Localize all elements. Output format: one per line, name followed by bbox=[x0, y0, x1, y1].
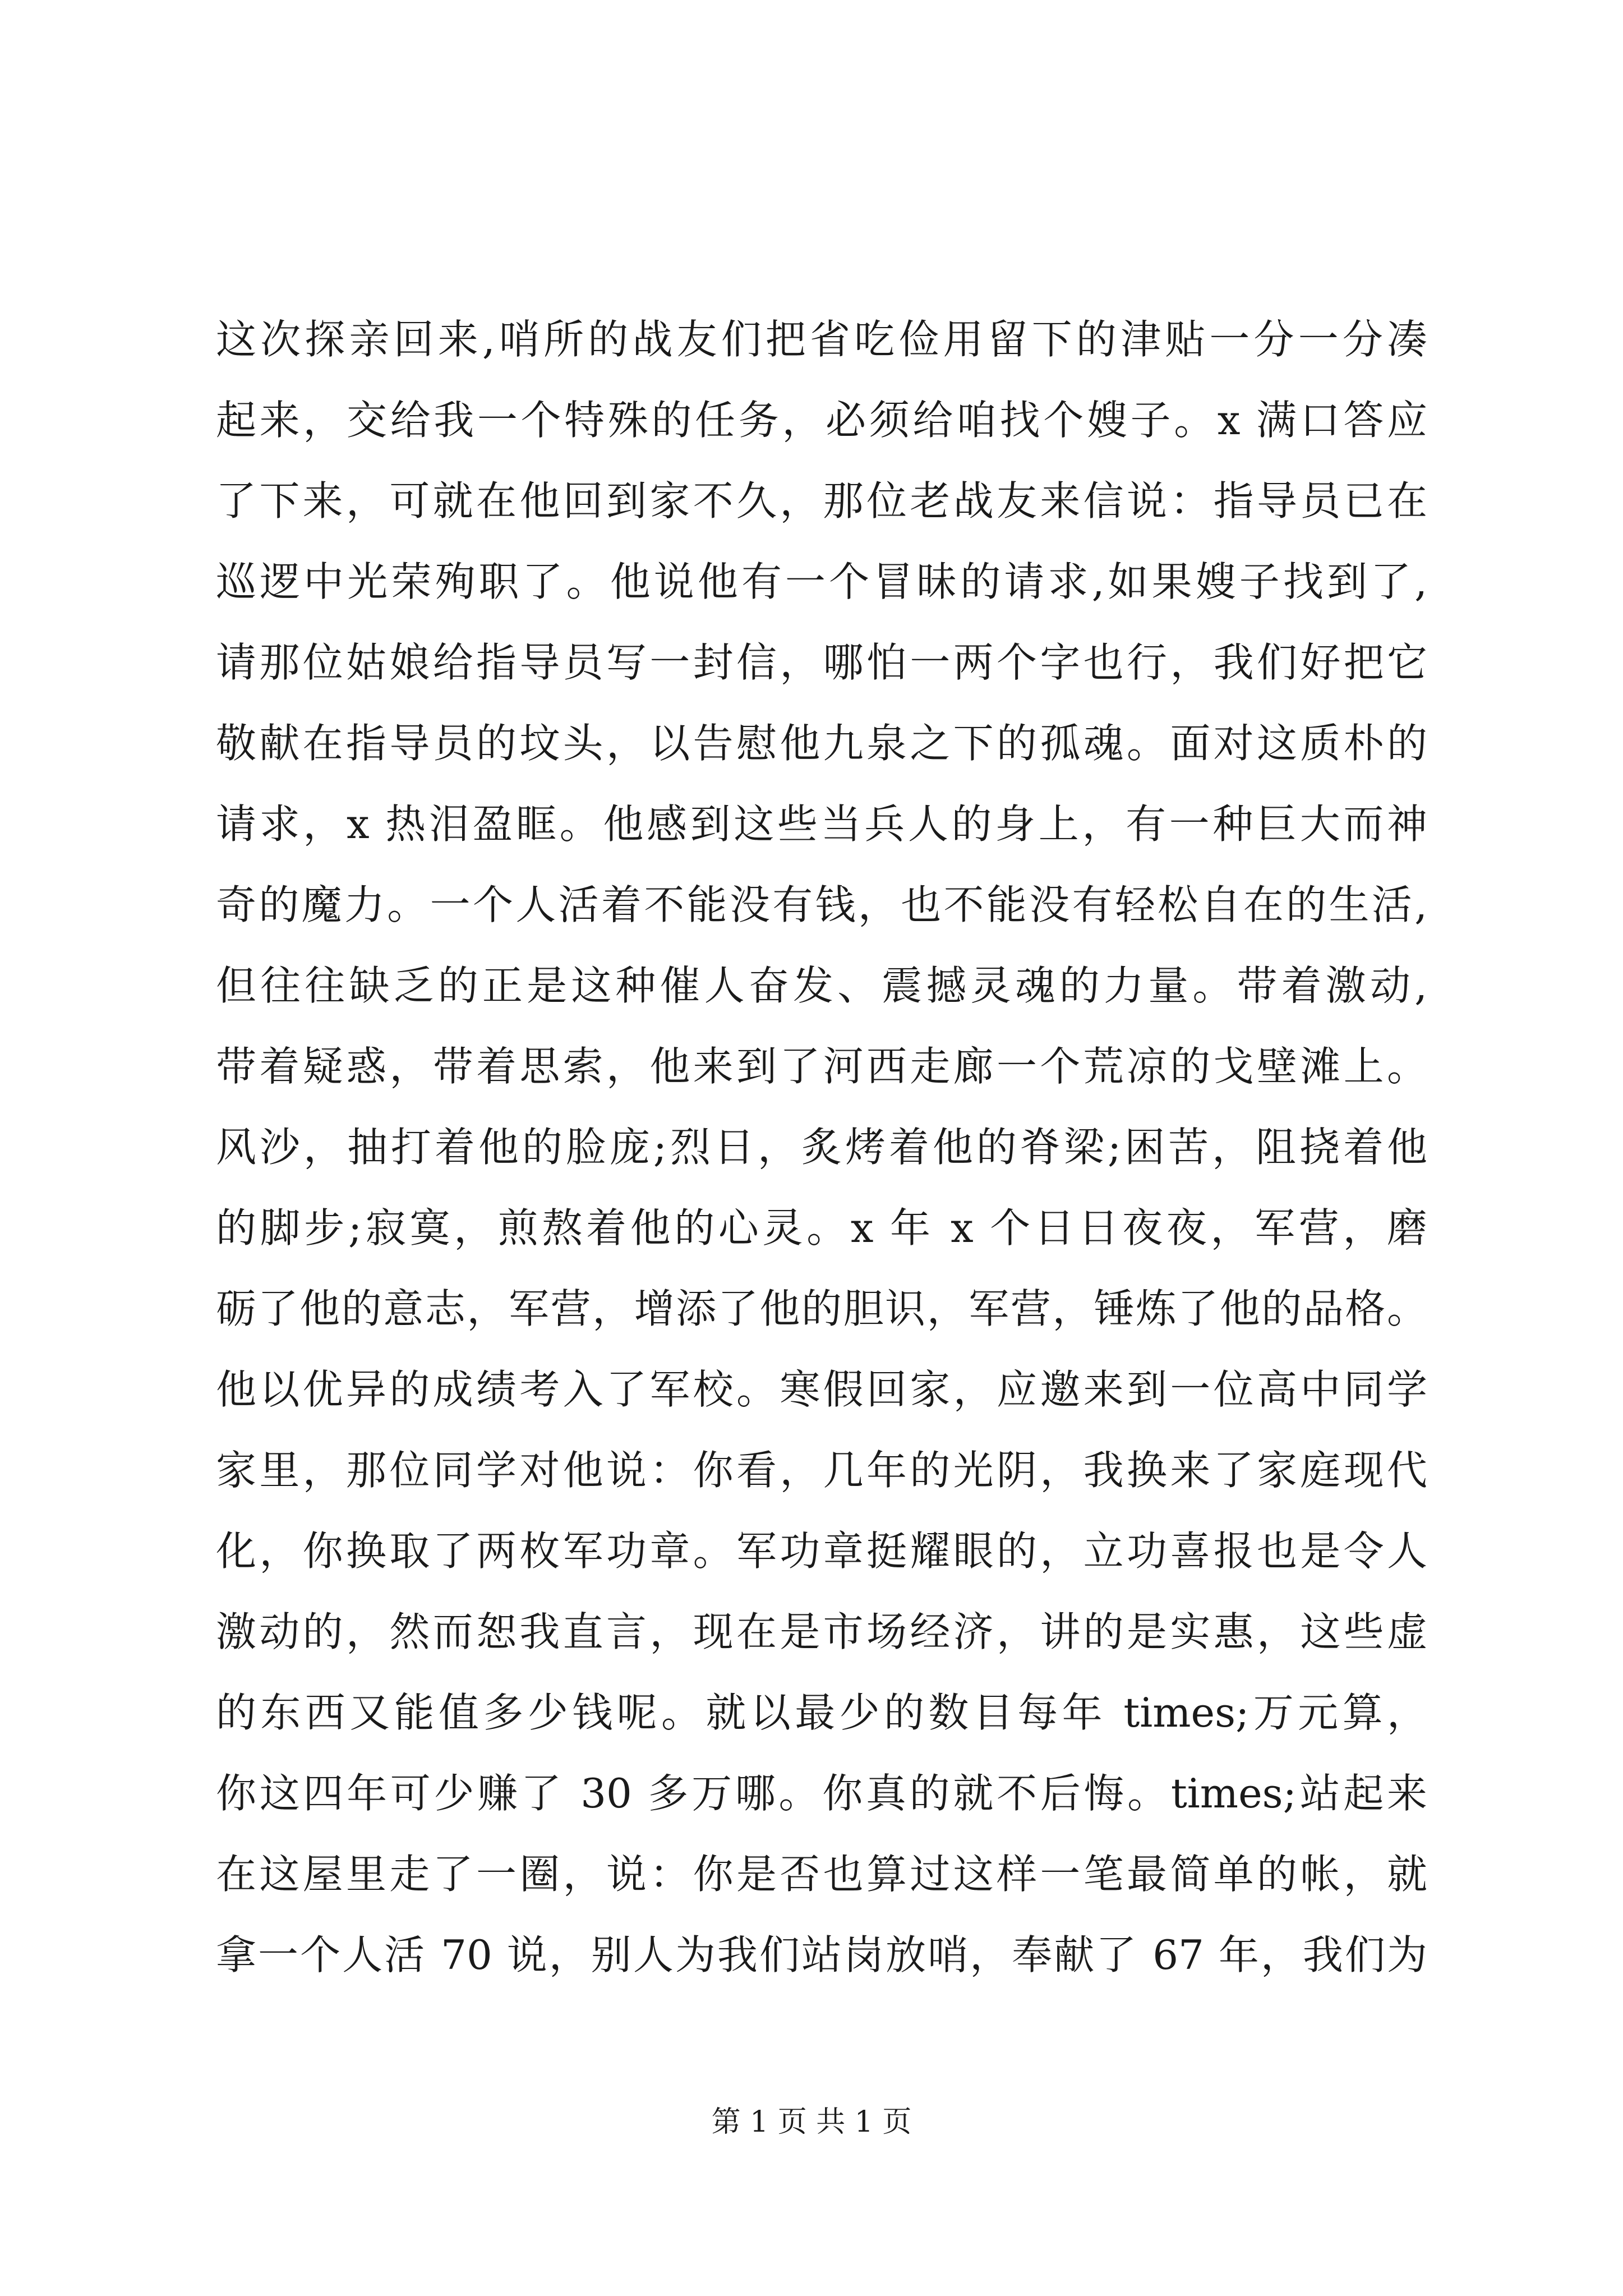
text-line: 奇的魔力。一个人活着不能没有钱，也不能没有轻松自在的生活, bbox=[216, 881, 1427, 928]
text-line: 带着疑惑，带着思索，他来到了河西走廊一个荒凉的戈壁滩上。 bbox=[216, 1043, 1427, 1090]
text-line: 巡逻中光荣殉职了。他说他有一个冒昧的请求,如果嫂子找到了, bbox=[216, 558, 1427, 605]
text-line: 你这四年可少赚了 30 多万哪。你真的就不后悔。times;站起来 bbox=[216, 1770, 1427, 1817]
text-line: 敬献在指导员的坟头，以告慰他九泉之下的孤魂。面对这质朴的 bbox=[216, 720, 1427, 767]
text-line: 请求，x 热泪盈眶。他感到这些当兵人的身上，有一种巨大而神 bbox=[216, 800, 1427, 848]
text-line: 起来，交给我一个特殊的任务，必须给咱找个嫂子。x 满口答应 bbox=[216, 397, 1427, 444]
text-line: 请那位姑娘给指导员写一封信，哪怕一两个字也行，我们好把它 bbox=[216, 639, 1427, 686]
text-line: 激动的，然而恕我直言，现在是市场经济，讲的是实惠，这些虚 bbox=[216, 1608, 1427, 1655]
text-line: 砺了他的意志，军营，增添了他的胆识，军营，锤炼了他的品格。 bbox=[216, 1285, 1427, 1332]
text-line: 家里，那位同学对他说：你看，几年的光阴，我换来了家庭现代 bbox=[216, 1447, 1427, 1494]
page-footer: 第 1 页 共 1 页 bbox=[711, 2105, 912, 2139]
text-line: 在这屋里走了一圈，说：你是否也算过这样一笔最简单的帐，就 bbox=[216, 1851, 1427, 1898]
text-line: 风沙，抽打着他的脸庞;烈日，炙烤着他的脊梁;困苦，阻挠着他 bbox=[216, 1124, 1427, 1171]
text-line: 他以优异的成绩考入了军校。寒假回家，应邀来到一位高中同学 bbox=[216, 1366, 1427, 1413]
text-line: 拿一个人活 70 说，别人为我们站岗放哨，奉献了 67 年，我们为 bbox=[216, 1931, 1427, 1978]
body-text bbox=[216, 299, 1427, 1995]
text-line: 化，你换取了两枚军功章。军功章挺耀眼的，立功喜报也是令人 bbox=[216, 1527, 1427, 1575]
text-line: 的脚步;寂寞，煎熬着他的心灵。x 年 x 个日日夜夜，军营，磨 bbox=[216, 1204, 1427, 1251]
text-line: 的东西又能值多少钱呢。就以最少的数目每年 times;万元算， bbox=[216, 1689, 1427, 1736]
text-line: 了下来，可就在他回到家不久，那位老战友来信说：指导员已在 bbox=[216, 477, 1427, 524]
text-line: 这次探亲回来,哨所的战友们把省吃俭用留下的津贴一分一分凑 bbox=[216, 316, 1427, 363]
text-line: 但往往缺乏的正是这种催人奋发、震撼灵魂的力量。带着激动, bbox=[216, 962, 1427, 1009]
